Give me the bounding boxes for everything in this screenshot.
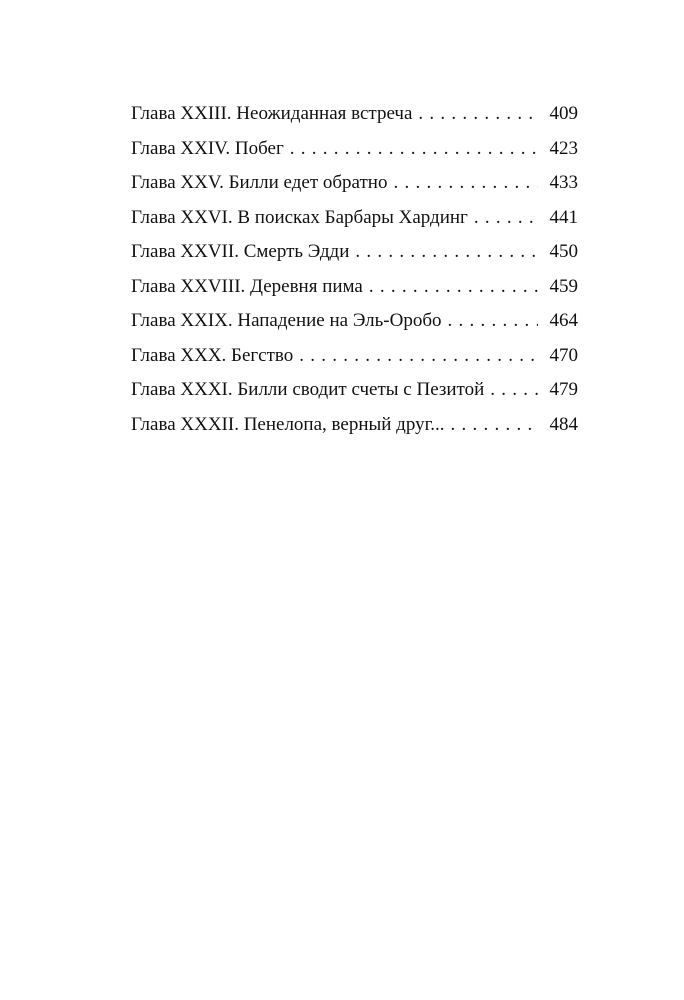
toc-entry [131,408,578,443]
toc-entry-title: Глава XXVIII. Деревня пима [131,275,363,297]
toc-entry-page: 479 [549,379,578,400]
toc-entry-page: 441 [549,206,578,228]
toc-entry-title: Глава XXXII. Пенелопа, верный друг... [131,413,445,435]
toc-entry-page: 484 [549,413,578,435]
toc-entry-page: 459 [549,275,578,297]
dot-leader [474,201,538,236]
toc-entry-title: Глава XXIII. Неожиданная встреча [131,103,413,124]
toc-entry-page: 464 [549,310,578,331]
toc-entry-title: Глава XXXI. Билли сводит счеты с Пезитой [131,379,485,400]
toc-entry [131,166,578,201]
toc-entry [131,304,578,339]
dot-leader [355,235,538,270]
toc-entry [131,270,578,305]
toc-entry [131,97,578,132]
toc-entry [131,339,578,374]
toc-entry [131,373,578,408]
dot-leader [299,339,538,374]
toc-entry-title: Глава XXX. Бегство [131,344,294,366]
toc-entry-title: Глава XXVII. Смерть Эдди [131,241,350,262]
dot-leader [448,304,539,339]
table-of-contents [131,97,578,442]
toc-entry-page: 433 [549,172,578,193]
toc-entry-title: Глава XXV. Билли едет обратно [131,172,388,193]
toc-entry [131,132,578,167]
toc-entry [131,235,578,270]
dot-leader [290,132,538,167]
toc-entry-page: 450 [549,241,578,262]
toc-entry [131,201,578,236]
toc-entry-page: 470 [549,344,578,366]
toc-entry-title: Глава XXVI. В поисках Барбары Хардинг [131,206,468,228]
toc-entry-title: Глава XXIX. Нападение на Эль-Оробо [131,310,442,331]
dot-leader [418,97,538,132]
toc-entry-page: 423 [549,137,578,159]
toc-entry-title: Глава XXIV. Побег [131,137,284,159]
dot-leader [393,166,538,201]
toc-entry-page: 409 [549,103,578,124]
dot-leader [369,270,538,305]
dot-leader [451,408,539,443]
dot-leader [490,373,538,408]
